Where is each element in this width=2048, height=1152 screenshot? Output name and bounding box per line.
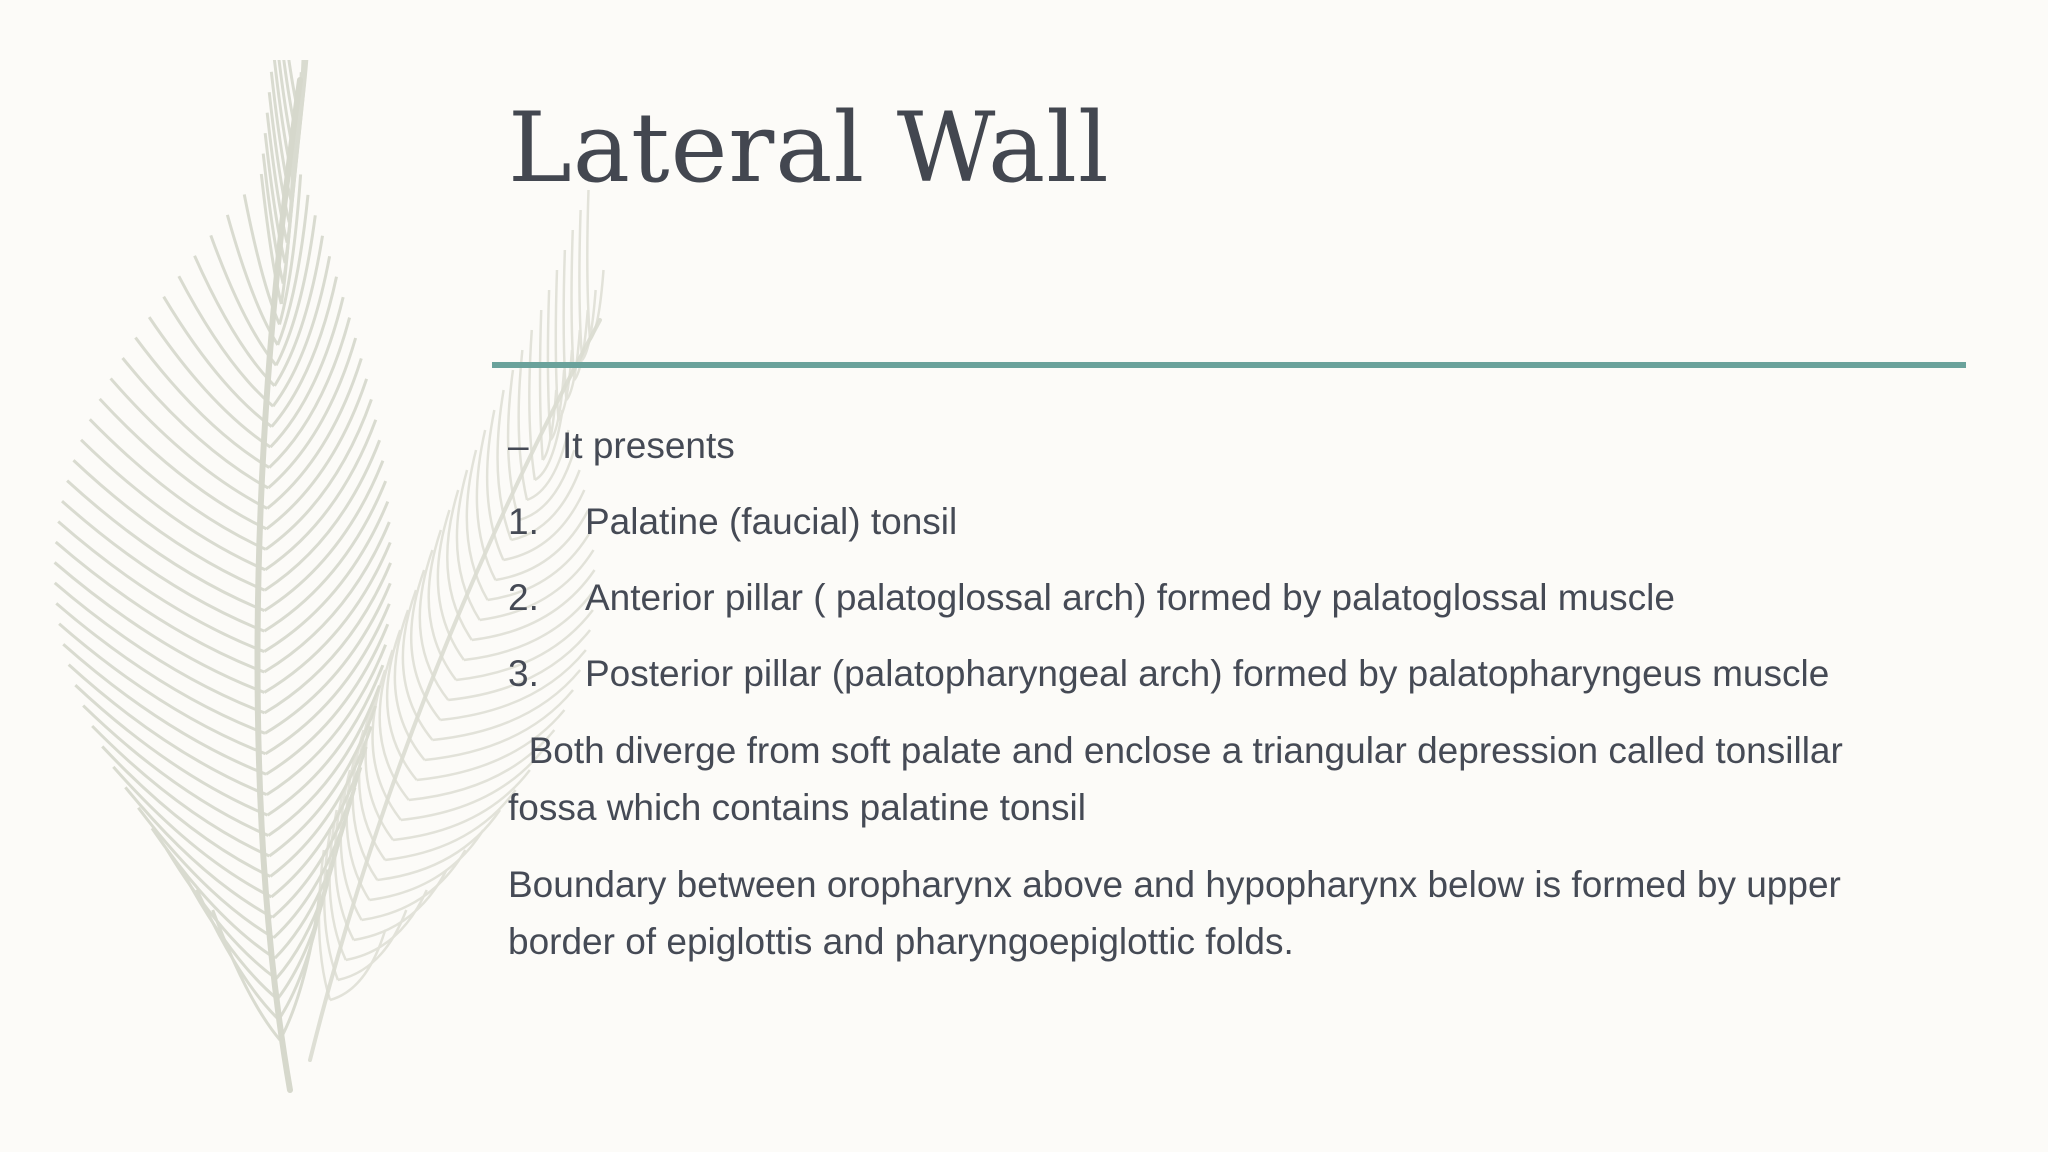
title-divider [492,362,1966,368]
list-item-text: Palatine (faucial) tonsil [585,501,958,542]
list-item-text: Posterior pillar (palatopharyngeal arch) formed by palatopharyngeus muscle [585,653,1830,694]
list-item-text: Anterior pillar ( palatoglossal arch) formed by palatoglossal muscle [585,577,1675,618]
list-item [508,646,1948,722]
list-number: 3. [508,653,539,694]
page-title: Lateral Wall [508,92,1110,204]
list-number: 2. [508,577,539,618]
list-item [508,570,1948,646]
paragraph-tonsillar-fossa: Both diverge from soft palate and enclose a triangular depression called tonsillar fossa which contains palatine tonsil [508,730,1854,828]
slide-body [508,418,1948,990]
intro-line [508,418,1948,494]
list-item [508,494,1948,570]
intro-dash: – [508,425,529,466]
intro-text: It presents [562,425,735,466]
paragraph-boundary: Boundary between oropharynx above and hypopharynx below is formed by upper border of epiglottis and pharyngoepiglottic folds. [508,864,1841,962]
list-number: 1. [508,501,539,542]
